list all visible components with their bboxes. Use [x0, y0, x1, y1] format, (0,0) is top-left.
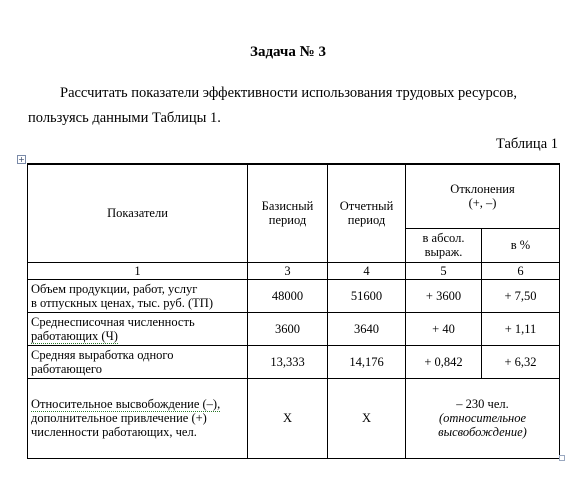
- header-report-period: Отчетный период: [328, 164, 406, 262]
- table-row: [28, 378, 560, 458]
- cell-base: 3600: [248, 312, 328, 345]
- table-row: [28, 312, 560, 345]
- table-row: [28, 345, 560, 378]
- table-caption: Таблица 1: [495, 136, 558, 152]
- row-label: Относительное высвобождение (–), дополнительное привлечение (+) численности работающих, чел.: [28, 378, 248, 458]
- header-indicators: Показатели: [28, 164, 248, 262]
- row-label: Среднесписочная численность работающих (Ч): [28, 312, 248, 345]
- resize-handle-icon[interactable]: [559, 455, 565, 461]
- cell-pct: + 6,32: [482, 345, 560, 378]
- cell-report: 3640: [328, 312, 406, 345]
- cell-report: 14,176: [328, 345, 406, 378]
- header-pct: в %: [482, 228, 560, 262]
- cell-pct: + 1,11: [482, 312, 560, 345]
- cell-abs: + 40: [406, 312, 482, 345]
- cell-abs: + 3600: [406, 279, 482, 312]
- cell-abs: + 0,842: [406, 345, 482, 378]
- col-number: 5: [406, 262, 482, 279]
- header-base-period: Базисный период: [248, 164, 328, 262]
- data-table: [27, 163, 560, 459]
- task-title: Задача № 3: [250, 44, 326, 60]
- col-number: 4: [328, 262, 406, 279]
- cell-base: 13,333: [248, 345, 328, 378]
- row-label: Средняя выработка одного работающего: [28, 345, 248, 378]
- cell-report: 51600: [328, 279, 406, 312]
- cell-report: Х: [328, 378, 406, 458]
- move-handle-icon[interactable]: +: [18, 155, 25, 164]
- header-abs: в абсол. выраж.: [406, 228, 482, 262]
- cell-base: 48000: [248, 279, 328, 312]
- cell-deviation: – 230 чел. (относительное высвобождение): [406, 378, 560, 458]
- header-deviations: Отклонения (+, –): [406, 164, 560, 228]
- cell-pct: + 7,50: [482, 279, 560, 312]
- col-number: 3: [248, 262, 328, 279]
- paragraph-line-1: Рассчитать показатели эффективности использования трудовых ресурсов,: [60, 85, 517, 101]
- col-number: 6: [482, 262, 560, 279]
- paragraph-line-2: пользуясь данными Таблицы 1.: [28, 110, 221, 126]
- row-label: Объем продукции, работ, услуг в отпускных ценах, тыс. руб. (ТП): [28, 279, 248, 312]
- table-row: [28, 279, 560, 312]
- col-number: 1: [28, 262, 248, 279]
- cell-base: Х: [248, 378, 328, 458]
